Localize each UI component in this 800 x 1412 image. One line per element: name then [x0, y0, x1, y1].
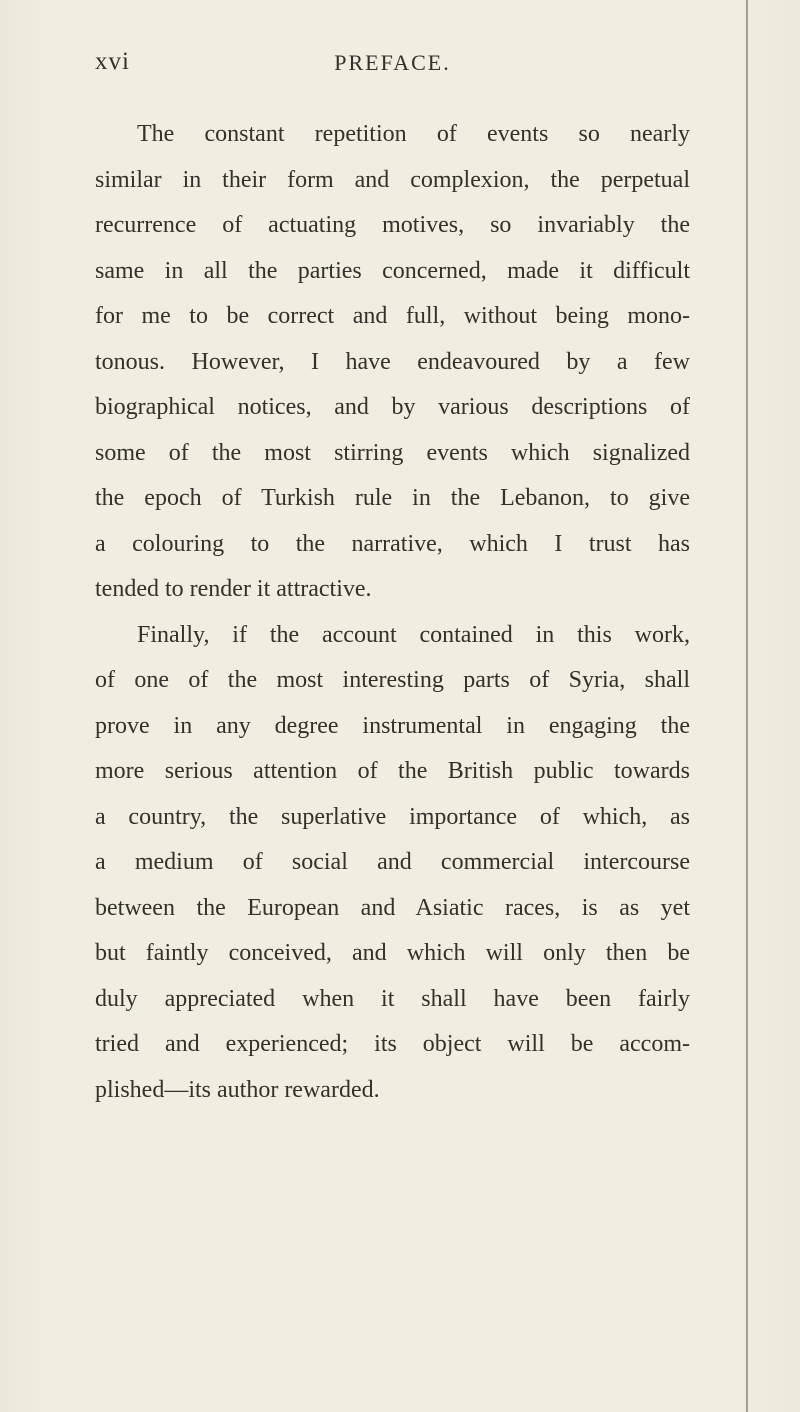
text-line: tonous. However, I have endeavoured by a few — [95, 348, 690, 375]
text-line: same in all the parties concerned, made it difficult — [95, 257, 690, 284]
text-line: a medium of social and commercial intercourse — [95, 849, 690, 875]
text-line: tried and experienced; its object will be accom- — [95, 1031, 690, 1057]
text-line: between the European and Asiatic races, is as yet — [95, 894, 690, 921]
paragraph — [95, 112, 690, 613]
text-line: some of the most stirring events which signalized — [95, 439, 690, 466]
page-body — [95, 112, 690, 1113]
text-line: tended to render it attractive. — [95, 576, 372, 602]
text-line: more serious attention of the British public towards — [95, 758, 690, 784]
paragraph — [95, 613, 690, 1114]
text-line: the epoch of Turkish rule in the Lebanon, to give — [95, 485, 690, 511]
text-line: similar in their form and complexion, the perpetual — [95, 166, 690, 193]
text-line: duly appreciated when it shall have been fairly — [95, 985, 690, 1012]
text-line: biographical notices, and by various descriptions of — [95, 394, 690, 420]
text-line: recurrence of actuating motives, so invariably the — [95, 212, 690, 238]
page-number: xvi — [95, 48, 130, 75]
text-line: a country, the superlative importance of which, as — [95, 803, 690, 830]
text-line: Finally, if the account contained in this work, — [137, 621, 690, 648]
running-title: PREFACE. — [334, 50, 451, 75]
text-line: of one of the most interesting parts of Syria, shall — [95, 667, 690, 693]
page-header — [95, 48, 690, 82]
page-edge-line — [746, 0, 748, 1412]
text-line: a colouring to the narrative, which I trust has — [95, 530, 690, 557]
text-line: but faintly conceived, and which will only then be — [95, 940, 690, 966]
text-line: prove in any degree instrumental in engaging the — [95, 712, 690, 739]
text-line: The constant repetition of events so nearly — [137, 121, 690, 147]
text-line: for me to be correct and full, without being mono- — [95, 303, 690, 329]
text-line: plished—its author rewarded. — [95, 1076, 380, 1103]
